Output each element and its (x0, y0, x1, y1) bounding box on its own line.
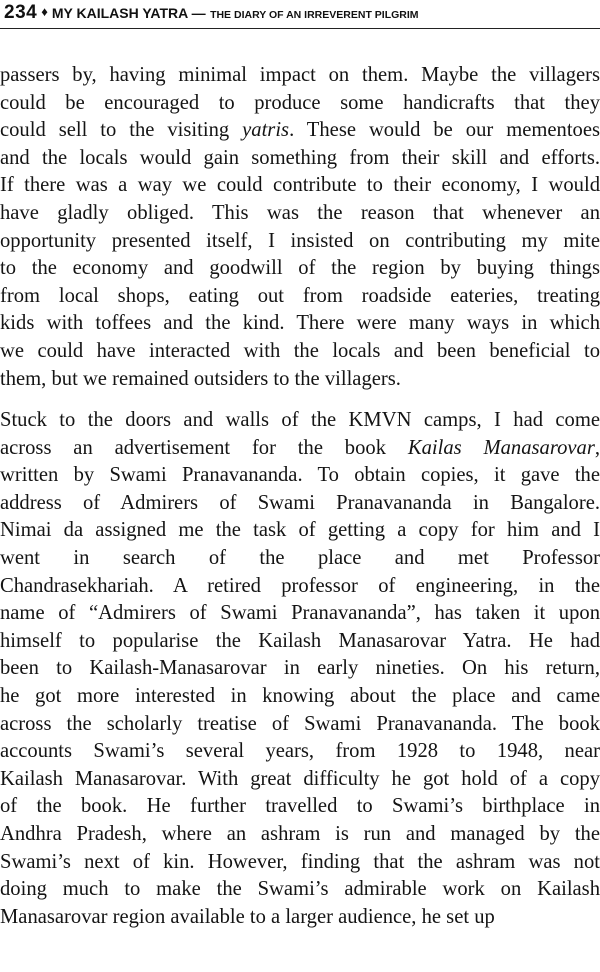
header-rule (0, 28, 600, 29)
text-span: , (594, 436, 600, 459)
text-line: of the book. He further travelled to Swami’s birthplace in (0, 795, 600, 818)
book-title: MY KAILASH YATRA — (51, 5, 206, 21)
text-line: Nimai da assigned me the task of getting a copy for him and I (0, 519, 600, 542)
text-span: . These would be our mementoes (289, 119, 600, 142)
text-line: Swami’s next of kin. However, finding that the ashram was not (0, 850, 600, 873)
italic-text: Kailas Manasarovar (407, 436, 595, 459)
text-line: Manasarovar region available to a larger audience, he set up (0, 905, 495, 928)
text-span: across an advertisement for the book (0, 436, 408, 459)
text-line: could be encouraged to produce some handicrafts that they (0, 91, 600, 114)
text-line: to the economy and goodwill of the region by buying things (0, 257, 600, 280)
text-line: have gladly obliged. This was the reason that whenever an (0, 201, 600, 224)
text-line: kids with toffees and the kind. There were many ways in which (0, 312, 600, 335)
text-line: and the locals would gain something from their skill and efforts. (0, 146, 600, 169)
text-line: Andhra Pradesh, where an ashram is run and managed by the (0, 822, 600, 845)
text-line: he got more interested in knowing about the place and came (0, 684, 600, 707)
text-line: Stuck to the doors and walls of the KMVN camps, I had come (0, 409, 600, 431)
diamond-separator-icon: ♦ (41, 4, 48, 19)
text-line: been to Kailash-Manasarovar in early nineties. On his return, (0, 657, 600, 680)
text-line (0, 435, 600, 463)
running-header (4, 2, 419, 24)
paragraph-1 (0, 62, 600, 393)
text-line: written by Swami Pranavananda. To obtain copies, it gave the (0, 464, 600, 487)
text-line: went in search of the place and met Professor (0, 546, 600, 569)
text-line: name of “Admirers of Swami Pranavananda”, has taken it upon (0, 602, 600, 625)
text-line: them, but we remained outsiders to the villagers. (0, 367, 401, 390)
paragraph-2 (0, 407, 600, 931)
text-line: If there was a way we could contribute to their economy, I would (0, 174, 600, 197)
text-line: address of Admirers of Swami Pranavananda in Bangalore. (0, 491, 600, 514)
text-line: opportunity presented itself, I insisted on contributing my mite (0, 229, 600, 252)
text-line: Chandrasekhariah. A retired professor of engineering, in the (0, 574, 600, 597)
text-span: could sell to the visiting (0, 119, 243, 142)
text-line: Kailash Manasarovar. With great difficulty he got hold of a copy (0, 767, 600, 790)
text-line: accounts Swami’s several years, from 1928 to 1948, near (0, 740, 600, 763)
text-line: from local shops, eating out from roadside eateries, treating (0, 284, 600, 307)
text-line (0, 117, 600, 145)
page-number: 234 (4, 2, 38, 23)
italic-text: yatris (242, 119, 290, 142)
text-line: we could have interacted with the locals and been beneficial to (0, 339, 600, 362)
text-line: passers by, having minimal impact on them. Maybe the villagers (0, 64, 600, 86)
book-subtitle: THE DIARY OF AN IRREVERENT PILGRIM (210, 9, 419, 21)
text-line: across the scholarly treatise of Swami Pranavananda. The book (0, 712, 600, 735)
text-line: doing much to make the Swami’s admirable work on Kailash (0, 878, 600, 901)
text-line: himself to popularise the Kailash Manasarovar Yatra. He had (0, 629, 600, 652)
